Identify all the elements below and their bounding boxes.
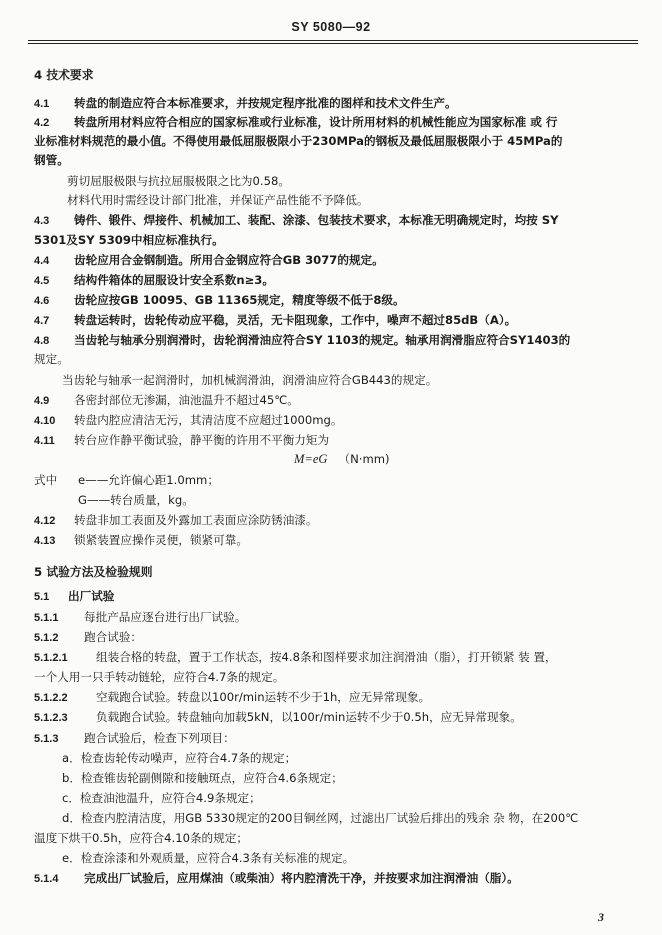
e-definition: e——允许偏心距1.0mm； (78, 473, 219, 487)
formula-expression: M=eG (294, 452, 328, 466)
clause-text: 铸件、锻件、焊接件、机械加工、装配、涂漆、包装技术要求，本标准无明确规定时，均按 SY (74, 213, 559, 227)
clause-text: 转盘的制造应符合本标准要求，并按规定程序批准的图样和技术文件生产。 (74, 96, 457, 110)
clause-5-1-2-1-line-2: 一个人用一只手转动链轮，应符合4.7条的规定。 (34, 670, 285, 684)
clause-5-1-2-3 (34, 710, 522, 725)
clause-5-1-2-2 (34, 690, 430, 705)
header-rule-thick (28, 43, 638, 44)
clause-number: 5.1.2 (34, 632, 59, 644)
clause-4-11 (34, 433, 329, 448)
clause-4-10 (34, 413, 342, 428)
clause-4-9 (34, 393, 299, 408)
clause-text: 出厂试验 (68, 589, 115, 603)
clause-number: 5.1.2.3 (34, 712, 68, 724)
where-label: 式中 (34, 473, 58, 487)
clause-text: 锁紧装置应操作灵便，锁紧可靠。 (74, 533, 248, 547)
clause-4-2-line-5: 材料代用时需经设计部门批准，并保证产品性能不予降低。 (67, 193, 369, 207)
clause-text: 齿轮应用合金钢制造。所用合金钢应符合GB 3077的规定。 (74, 253, 384, 267)
page-number: 3 (598, 910, 604, 924)
clause-5-1-3 (34, 731, 235, 746)
clause-number: 4.1 (34, 98, 50, 110)
clause-number: 4.10 (34, 415, 56, 427)
clause-number: 4.6 (34, 295, 50, 307)
check-item-a: a．检查齿轮传动噪声，应符合4.7条的规定； (62, 751, 297, 765)
check-item-d-line-2: 温度下烘干0.5h，应符合4.10条的规定； (34, 831, 248, 845)
where-g-line: G——转台质量，kg。 (78, 493, 194, 507)
clause-4-8 (34, 333, 570, 348)
clause-5-1 (34, 589, 114, 604)
clause-number: 4.11 (34, 435, 55, 447)
clause-5-1-2-1 (34, 650, 557, 665)
clause-4-8-line-3: 当齿轮与轴承一起润滑时，加机械润滑油，润滑油应符合GB443的规定。 (62, 373, 438, 387)
clause-number: 5.1.2.2 (34, 692, 68, 704)
clause-4-2-line-3: 钢管。 (34, 153, 69, 167)
clause-text: 转盘运转时，齿轮传动应平稳，灵活，无卡阻现象，工作中，噪声不超过85dB（A）。 (74, 313, 517, 327)
standard-code-header: SY 5080—92 (291, 20, 371, 34)
clause-number: 4.8 (34, 335, 50, 347)
clause-number: 4.12 (34, 515, 56, 527)
check-item-e: e．检查涂漆和外观质量，应符合4.3条有关标准的规定。 (62, 851, 355, 865)
clause-number: 4.2 (34, 117, 50, 129)
clause-text: 完成出厂试验后，应用煤油（或柴油）将内腔清洗干净，并按要求加注润滑油（脂）。 (84, 871, 519, 885)
clause-text: 各密封部位无渗漏，油池温升不超过45℃。 (74, 393, 299, 407)
clause-5-1-4 (34, 871, 519, 886)
clause-4-5 (34, 273, 274, 288)
clause-text: 转盘非加工表面及外露加工表面应涂防锈油漆。 (74, 513, 318, 527)
clause-text: 每批产品应逐台进行出厂试验。 (84, 610, 247, 624)
balance-formula (294, 452, 390, 466)
clause-text: 齿轮应按GB 10095、GB 11365规定，精度等级不低于8级。 (74, 293, 405, 307)
clause-4-4 (34, 253, 384, 268)
clause-text: 负载跑合试验。转盘轴向加载5kN，以100r/min运转不少于0.5h，应无异常现象。 (96, 710, 522, 724)
where-e-line (34, 473, 219, 487)
clause-number: 4.7 (34, 315, 50, 327)
clause-4-3 (34, 213, 559, 228)
clause-4-7 (34, 313, 516, 328)
clause-number: 4.13 (34, 535, 56, 547)
clause-4-1 (34, 96, 457, 111)
clause-text: 结构件箱体的屈服设计安全系数n≥3。 (74, 273, 274, 287)
clause-4-13 (34, 533, 248, 548)
clause-text: 空载跑合试验。转盘以100r/min运转不少于1h，应无异常现象。 (96, 690, 431, 704)
clause-4-2-line-2: 业标准材料规范的最小值。不得使用最低屈服极限小于230MPa的钢板及最低屈服极限小于 45MPa的 (34, 134, 563, 148)
clause-text: 跑合试验： (84, 630, 142, 644)
clause-number: 4.3 (34, 215, 50, 227)
clause-text: 跑合试验后，检查下列项目： (84, 731, 235, 745)
clause-4-2-line-4: 剪切屈服极限与抗拉屈服极限之比为0.58。 (67, 174, 290, 188)
clause-5-1-2 (34, 630, 142, 645)
clause-4-12 (34, 513, 317, 528)
clause-number: 4.9 (34, 395, 50, 407)
clause-number: 5.1.4 (34, 873, 59, 885)
clause-number: 5.1.1 (34, 612, 59, 624)
check-item-d: d．检查内腔清洁度，用GB 5330规定的200目铜丝网，过滤出厂试验后排出的残余 杂 物，在200℃ (62, 811, 579, 825)
clause-text: 转盘所用材料应符合相应的国家标准或行业标准，设计所用材料的机械性能应为国家标准 或 行 (74, 115, 558, 129)
clause-5-1-1 (34, 610, 246, 625)
clause-number: 5.1.3 (34, 733, 59, 745)
header-rule (28, 40, 638, 41)
clause-4-3-line-2: 5301及SY 5309中相应标准执行。 (34, 233, 224, 247)
clause-4-6 (34, 293, 405, 308)
clause-text: 组装合格的转盘，置于工作状态，按4.8条和图样要求加注润滑油（脂），打开锁紧 装 置， (96, 650, 557, 664)
clause-number: 4.4 (34, 255, 50, 267)
formula-unit: （N·mm) (338, 452, 390, 466)
clause-text: 当齿轮与轴承分别润滑时，齿轮润滑油应符合SY 1103的规定。轴承用润滑脂应符合SY1403的 (74, 333, 571, 347)
clause-number: 5.1.2.1 (34, 652, 68, 664)
clause-4-8-line-2: 规定。 (34, 352, 69, 366)
clause-number: 4.5 (34, 275, 50, 287)
clause-text: 转台应作静平衡试验，静平衡的许用不平衡力矩为 (74, 433, 330, 447)
section-5-title: 5 试验方法及检验规则 (34, 565, 153, 579)
clause-4-2 (34, 115, 557, 130)
check-item-b: b．检查锥齿轮副侧隙和接触斑点，应符合4.6条规定； (62, 771, 343, 785)
check-item-c: c．检查油池温升，应符合4.9条规定； (62, 791, 261, 805)
section-4-title: 4 技术要求 (34, 68, 94, 82)
clause-number: 5.1 (34, 591, 50, 603)
clause-text: 转盘内腔应清洁无污，其清洁度不应超过1000mg。 (74, 413, 343, 427)
